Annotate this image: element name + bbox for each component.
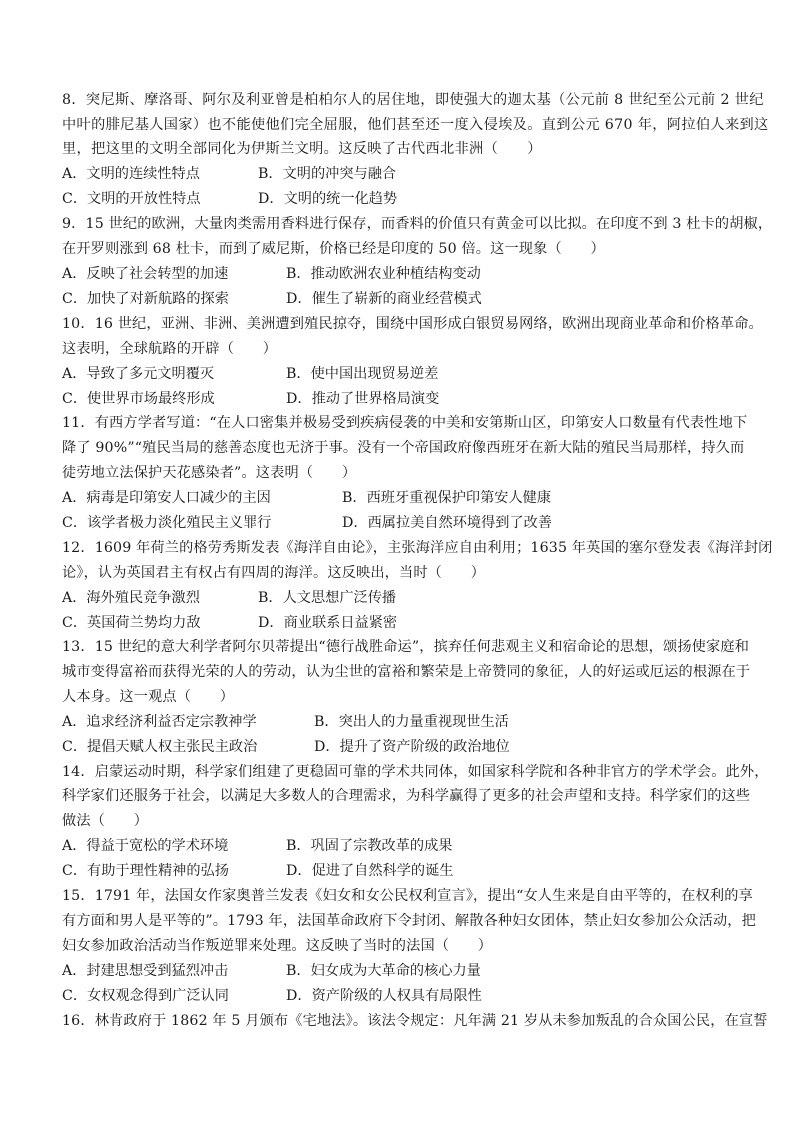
option-d: D．资产阶级的人权具有局限性 bbox=[286, 988, 482, 1004]
option-c: C．加快了对新航路的探索 bbox=[62, 291, 229, 307]
option-a: A．反映了社会转型的加速 bbox=[62, 266, 229, 282]
question-text-line: 妇女参加政治活动当作叛逆罪来处理。这反映了当时的法国（ ） bbox=[62, 938, 493, 954]
option-c: C．文明的开放性特点 bbox=[62, 191, 201, 207]
option-d: D．推动了世界格局演变 bbox=[286, 391, 440, 407]
option-b: B．突出人的力量重视现世生活 bbox=[314, 714, 509, 730]
option-d: D．催生了崭新的商业经营模式 bbox=[286, 291, 482, 307]
option-a: A．封建思想受到猛烈冲击 bbox=[62, 963, 229, 979]
option-a: A．得益于宽松的学术环境 bbox=[62, 838, 229, 854]
question-text-line: 15．1791 年，法国女作家奥普兰发表《妇女和女公民权利宣言》，提出“女人生来是自由平等的，在权利的享 bbox=[62, 888, 753, 904]
question-text-line: 有方面和男人是平等的”。1793 年，法国革命政府下令封闭、解散各种妇女团体，禁止妇女参加公众活动，把 bbox=[62, 913, 756, 929]
question-text-line: 10．16 世纪，亚洲、非洲、美洲遭到殖民掠夺，围绕中国形成白银贸易网络，欧洲出现商业革命和价格革命。 bbox=[62, 316, 763, 332]
question-text-line: 11．有西方学者写道：“在人口密集并极易受到疾病侵袭的中美和安第斯山区，印第安人口数量有代表性地下 bbox=[62, 415, 748, 431]
option-d: D．促进了自然科学的诞生 bbox=[286, 863, 454, 879]
question-text-line: 里，把这里的文明全部同化为伊斯兰文明。这反映了古代西北非洲（ ） bbox=[62, 141, 542, 157]
option-c: C．提倡天赋人权主张民主政治 bbox=[62, 739, 258, 755]
question-text-line: 12．1609 年荷兰的格劳秀斯发表《海洋自由论》，主张海洋应自由利用；1635 年英国的塞尔登发表《海洋封闭 bbox=[62, 540, 773, 556]
option-c: C．使世界市场最终形成 bbox=[62, 391, 215, 407]
option-b: B．人文思想广泛传播 bbox=[258, 590, 397, 606]
option-c: C．英国荷兰势均力敌 bbox=[62, 615, 201, 631]
question-text-line: 这表明，全球航路的开辟（ ） bbox=[62, 341, 278, 357]
option-c: C．有助于理性精神的弘扬 bbox=[62, 863, 229, 879]
option-a: A．导致了多元文明覆灭 bbox=[62, 366, 215, 382]
question-text-line: 8．突尼斯、摩洛哥、阿尔及利亚曾是柏柏尔人的居住地，即使强大的迦太基（公元前 8 世纪至公元前 2 世纪 bbox=[62, 92, 764, 108]
question-text-line: 9．15 世纪的欧洲，大量肉类需用香料进行保存，而香料的价值只有黄金可以比拟。在印度不到 3 杜卡的胡椒， bbox=[62, 216, 773, 232]
option-d: D．西属拉美自然环境得到了改善 bbox=[342, 515, 553, 531]
question-text-line: 16．林肯政府于 1862 年 5 月颁布《宅地法》。该法令规定：凡年满 21 岁从未参加叛乱的合众国公民，在宣誓 bbox=[62, 1013, 768, 1029]
option-d: D．文明的统一化趋势 bbox=[258, 191, 398, 207]
question-text-line: 城市变得富裕而获得光荣的人的劳动，认为尘世的富裕和繁荣是上帝赞同的象征，人的好运或厄运的根源在于 bbox=[62, 664, 751, 680]
question-text-line: 徒劳地立法保护天花感染者”。这表明（ ） bbox=[62, 465, 357, 481]
option-a: A．追求经济利益否定宗教神学 bbox=[62, 714, 257, 730]
question-text-line: 降了 90%”“殖民当局的慈善态度也无济于事。没有一个帝国政府像西班牙在新大陆的殖民当局那样，持久而 bbox=[62, 440, 745, 456]
question-text-line: 14．启蒙运动时期，科学家们组建了更稳固可靠的学术共同体，如国家科学院和各种非官方的学术学会。此外， bbox=[62, 764, 769, 780]
option-a: A．病毒是印第安人口减少的主因 bbox=[62, 490, 271, 506]
option-d: D．提升了资产阶级的政治地位 bbox=[314, 739, 510, 755]
option-b: B．妇女成为大革命的核心力量 bbox=[286, 963, 481, 979]
option-b: B．文明的冲突与融合 bbox=[258, 166, 397, 182]
option-b: B．巩固了宗教改革的成果 bbox=[286, 838, 453, 854]
option-c: C．女权观念得到广泛认同 bbox=[62, 988, 229, 1004]
question-text-line: 人本身。这一观点（ ） bbox=[62, 689, 235, 705]
option-a: A．文明的连续性特点 bbox=[62, 166, 200, 182]
question-text-line: 科学家们还服务于社会，以满足大多数人的合理需求，为科学赢得了更多的社会声望和支持。科学家们的这些 bbox=[62, 788, 751, 804]
option-b: B．使中国出现贸易逆差 bbox=[286, 366, 439, 382]
question-text-line: 13．15 世纪的意大利学者阿尔贝蒂提出“德行战胜命运”，摈弃任何悲观主义和宿命论的思想，颂扬使家庭和 bbox=[62, 639, 750, 655]
option-b: B．西班牙重视保护印第安人健康 bbox=[342, 490, 552, 506]
option-d: D．商业联系日益紧密 bbox=[258, 615, 398, 631]
question-text-line: 做法（ ） bbox=[62, 813, 149, 829]
option-a: A．海外殖民竞争激烈 bbox=[62, 590, 200, 606]
option-b: B．推动欧洲农业种植结构变动 bbox=[286, 266, 481, 282]
question-text-line: 在开罗则涨到 68 杜卡，而到了威尼斯，价格已经是印度的 50 倍。这一现象（ ） bbox=[62, 241, 605, 257]
question-text-line: 中叶的腓尼基人国家）也不能使他们完全屈服，他们甚至还一度入侵埃及。直到公元 670 年，阿拉伯人来到这 bbox=[62, 117, 769, 133]
question-text-line: 论》，认为英国君主有权占有四周的海洋。这反映出，当时（ ） bbox=[62, 565, 486, 581]
option-c: C．该学者极力淡化殖民主义罪行 bbox=[62, 515, 272, 531]
